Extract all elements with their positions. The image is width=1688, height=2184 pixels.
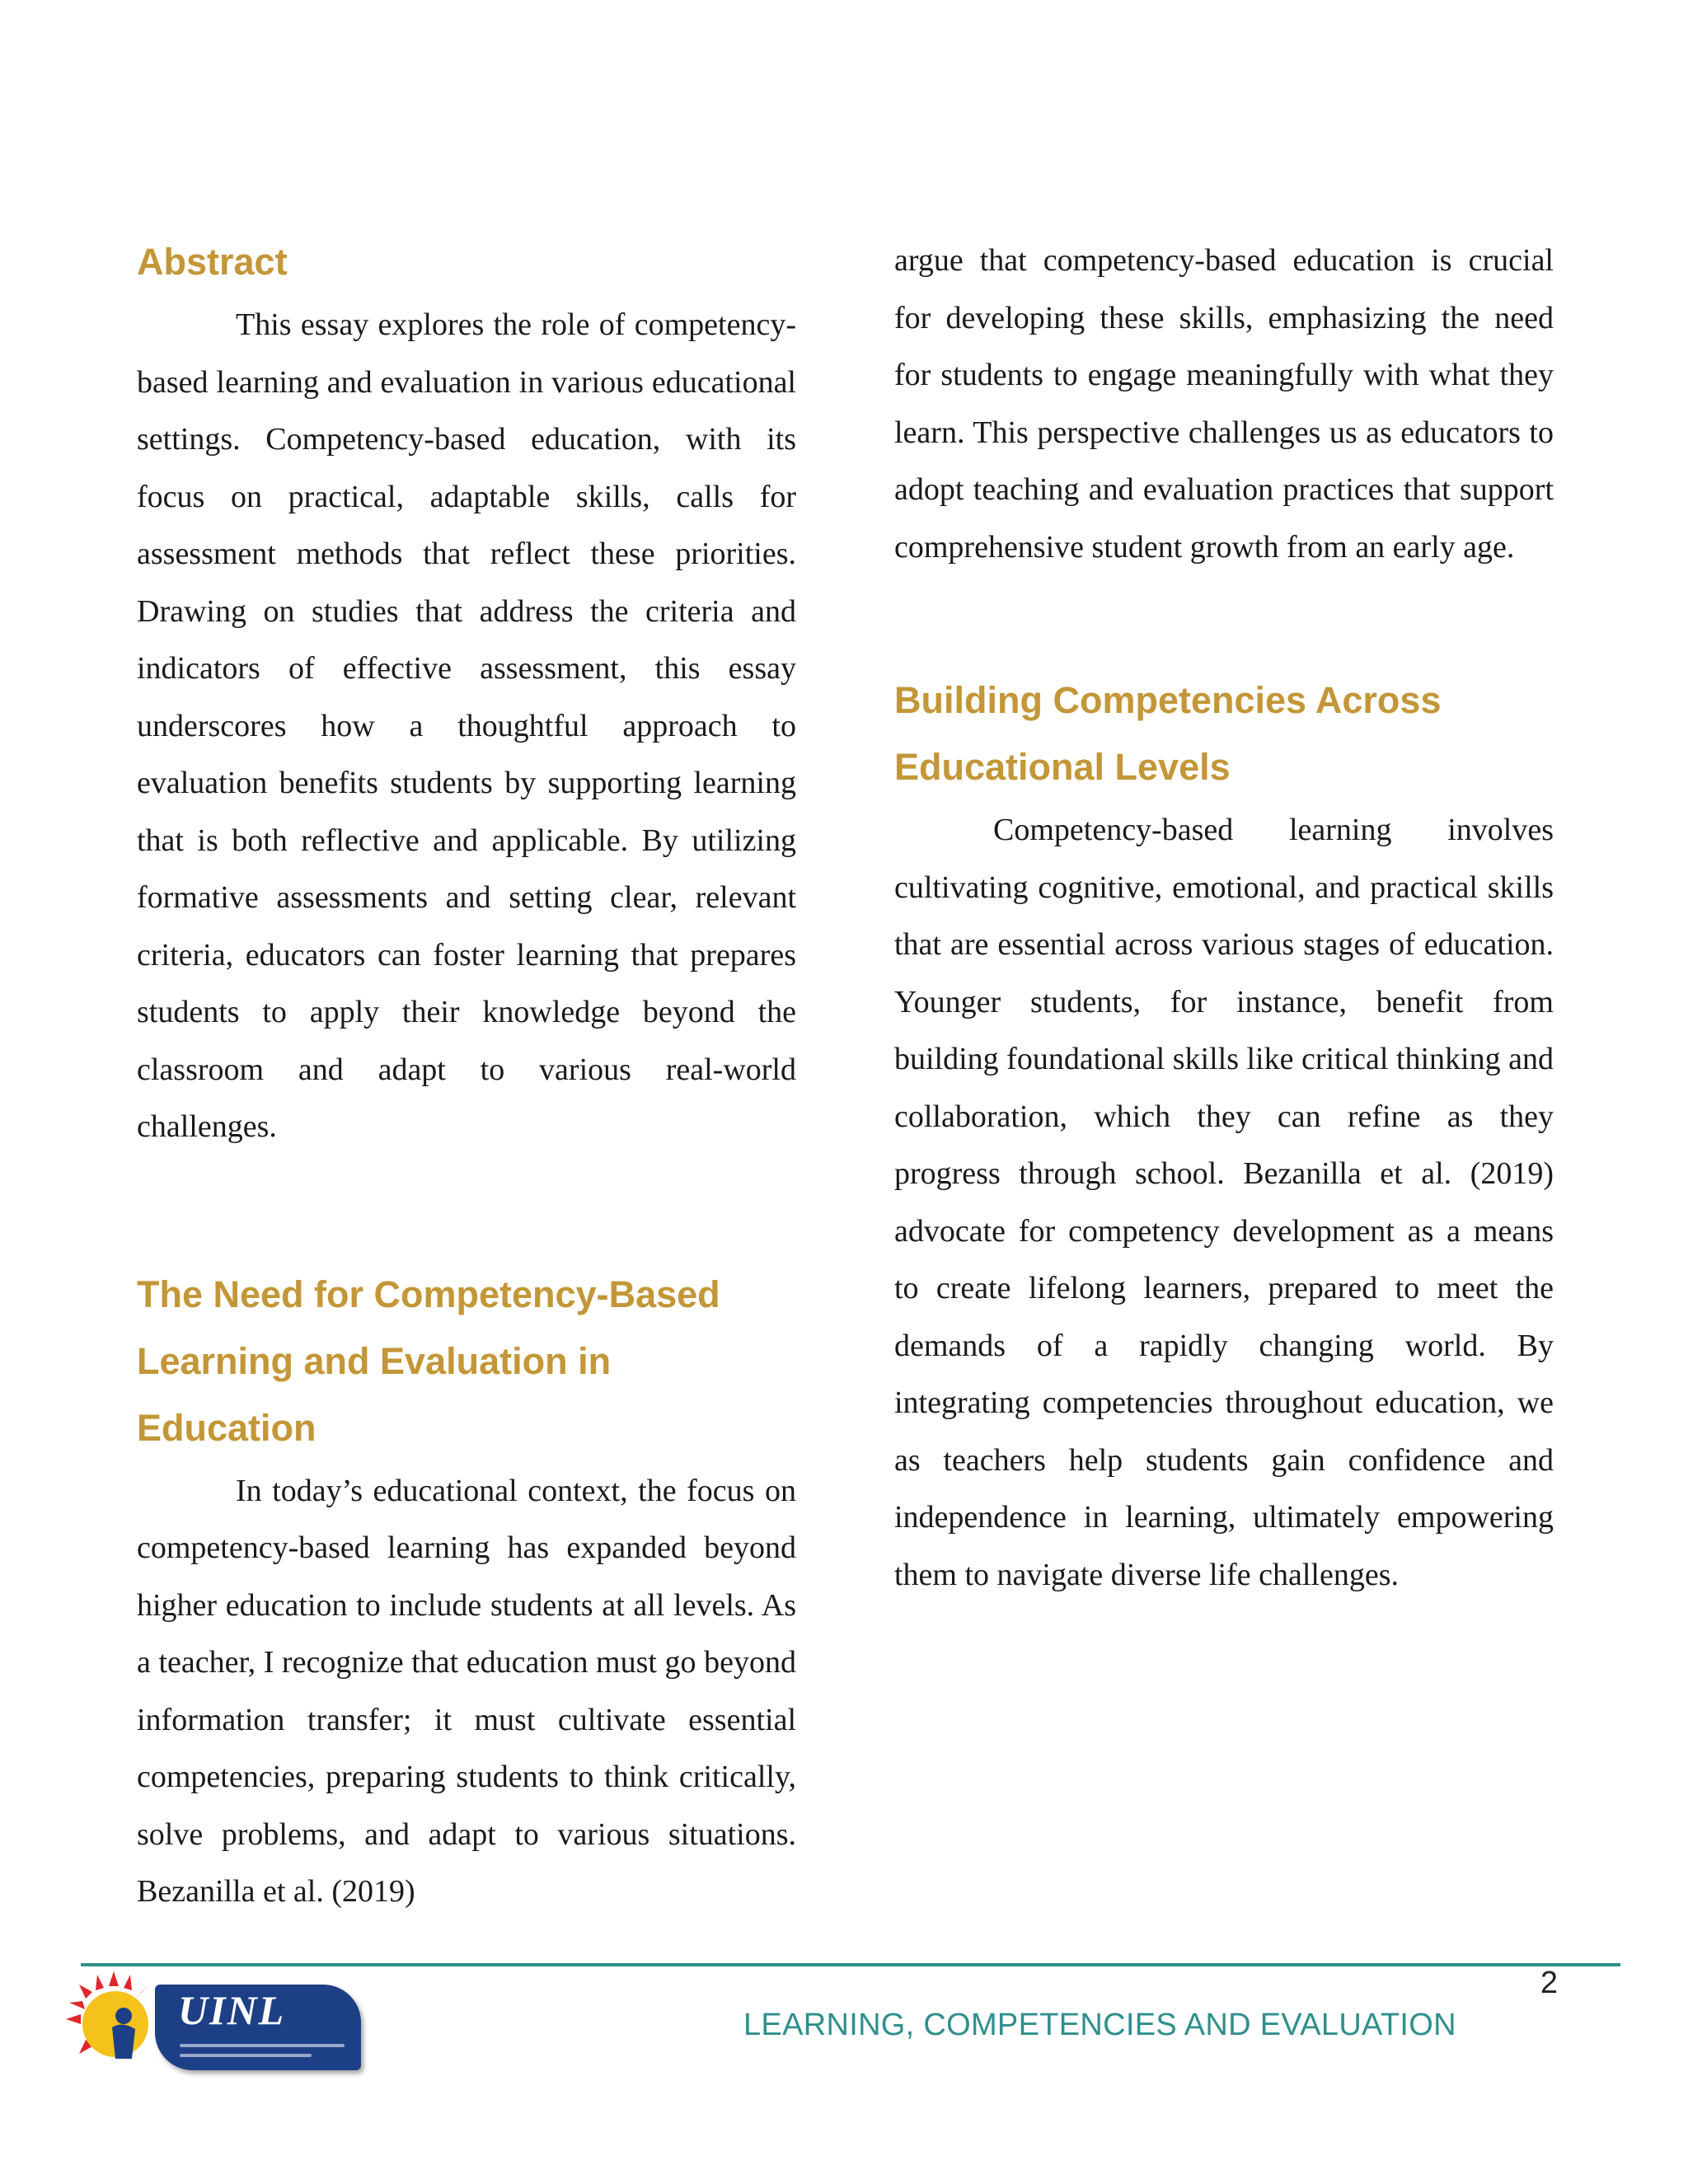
logo-subtitle-line <box>180 2044 345 2047</box>
abstract-body: This essay explores the role of competency-based learning and evaluation in various educational settings. Competency-based education, with its focus on practical, adaptable skills, calls for assessment methods that reflect these priorities. Drawing on studies that address the criteria and indicators of effective assessment, this essay underscores how a thoughtful approach to evaluation benefits students by supporting learning that is both reflective and applicable. By utilizing formative assessments and setting clear, relevant criteria, educators can foster learning that prepares students to apply their knowledge beyond the classroom and adapt to various real-world challenges. <box>137 307 796 1144</box>
university-logo <box>64 1970 312 2077</box>
building-section-body: Competency-based learning involves cultivating cognitive, emotional, and practical skills that are essential across various stages of education. Younger students, for instance, benefit from building foundational skills like critical thinking and collaboration, which they can refine as they progress through school. Bezanilla et al. (2019) advocate for competency development as a means to create lifelong learners, prepared to meet the demands of a rapidly changing world. By integrating competencies throughout education, we as teachers help students gain confidence and independence in learning, ultimately empowering them to navigate diverse life challenges. <box>894 813 1554 1592</box>
right-column <box>894 232 1554 1604</box>
sun-emblem-icon <box>64 1970 163 2069</box>
need-section-body: In today’s educational context, the focus on competency-based learning has expanded beyond higher education to include students at all levels. As a teacher, I recognize that education must go beyond information transfer; it must cultivate essential competencies, preparing students to think critically, solve problems, and adapt to various situations. Bezanilla et al. (2019) <box>137 1473 796 1909</box>
logo-subtitle-line <box>180 2054 312 2057</box>
footer-running-title: LEARNING, COMPETENCIES AND EVALUATION <box>743 2008 1456 2042</box>
footer-divider <box>81 1963 1620 1966</box>
building-section-heading: Building Competencies Across Educational Levels <box>894 679 1442 788</box>
need-section-body-continued: argue that competency-based education is crucial for developing these skills, emphasizing the need for students to engage meaningfully with what they learn. This perspective challenges us as educators to adopt teaching and evaluation practices that support comprehensive student growth from an early age. <box>894 243 1554 565</box>
logo-badge <box>155 1985 361 2070</box>
need-section-heading: The Need for Competency-Based Learning and Evaluation in Education <box>137 1272 720 1449</box>
abstract-heading: Abstract <box>137 241 288 283</box>
page-number: 2 <box>1540 1966 1558 2000</box>
logo-wordmark: UINL <box>178 1987 286 2033</box>
left-column <box>137 232 796 1921</box>
